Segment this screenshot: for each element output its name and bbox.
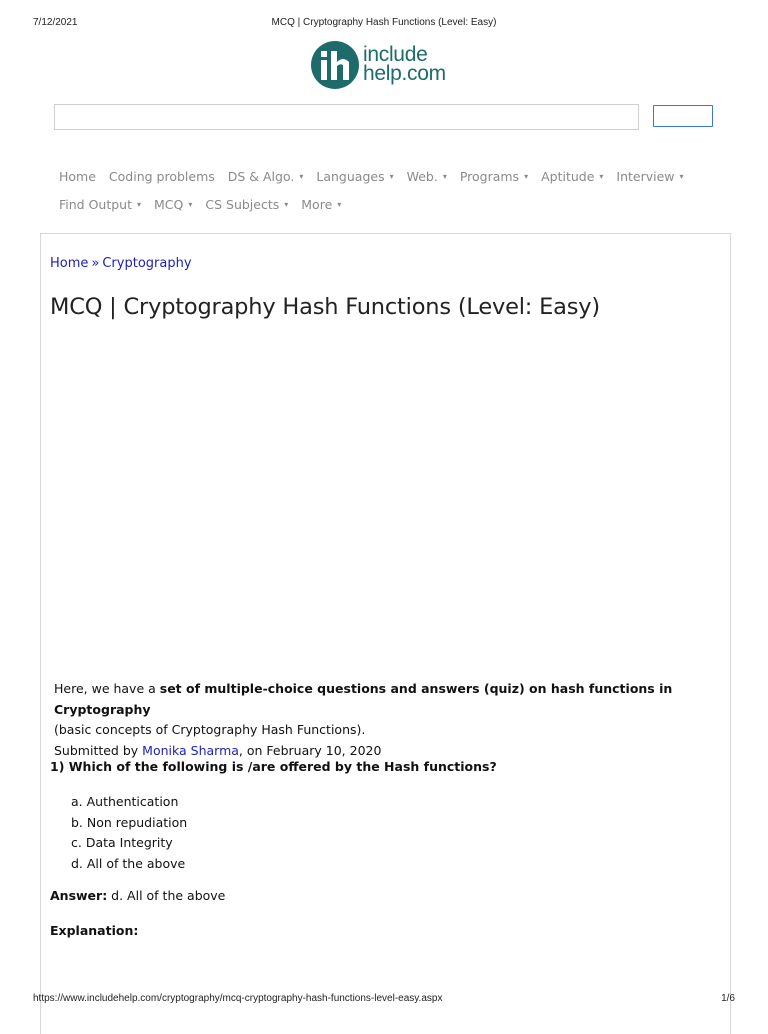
search-button[interactable]	[653, 105, 713, 127]
logo-mark-icon	[310, 40, 360, 90]
caret-down-icon: ▾	[299, 172, 304, 181]
answer-label: Answer:	[50, 888, 108, 903]
site-logo[interactable]	[310, 40, 470, 92]
nav-item-coding-problems[interactable]: Coding problems	[108, 169, 215, 184]
nav-item-aptitude[interactable]: Aptitude ▾	[541, 169, 604, 184]
article-card	[40, 233, 731, 1034]
nav-item-cs-subjects[interactable]: CS Subjects ▾	[205, 197, 289, 212]
answer-value: d. All of the above	[107, 888, 226, 903]
option-a: a. Authentication	[71, 794, 179, 809]
option-c: c. Data Integrity	[71, 835, 173, 850]
question-1-options	[71, 792, 187, 874]
caret-down-icon: ▾	[137, 200, 142, 209]
nav-item-home[interactable]: Home	[59, 169, 96, 184]
option-d: d. All of the above	[71, 855, 186, 871]
nav-item-web[interactable]: Web. ▾	[406, 169, 447, 184]
question-1-text: 1) Which of the following is /are offered by the Hash functions?	[50, 759, 497, 774]
print-date: 7/12/2021	[33, 17, 78, 28]
caret-down-icon: ▾	[284, 200, 289, 209]
breadcrumb-separator: »	[91, 256, 100, 271]
caret-down-icon: ▾	[599, 172, 604, 181]
nav-row-1	[59, 169, 693, 184]
explanation-label: Explanation:	[50, 923, 139, 938]
print-header	[0, 17, 768, 31]
nav-item-languages[interactable]: Languages ▾	[316, 169, 394, 184]
logo-text-line1: include	[363, 43, 428, 66]
author-link[interactable]: Monika Sharma	[142, 742, 239, 758]
answer-line	[50, 888, 225, 903]
caret-down-icon: ▾	[188, 200, 193, 209]
nav-item-more[interactable]: More ▾	[301, 197, 342, 212]
print-page-number: 1/6	[721, 993, 735, 1004]
breadcrumb-cryptography-link[interactable]: Cryptography	[102, 256, 192, 271]
intro-paragraph	[54, 679, 724, 761]
caret-down-icon: ▾	[337, 200, 342, 209]
breadcrumb-home-link[interactable]: Home	[50, 256, 89, 271]
print-footer	[0, 993, 768, 1007]
nav-item-mcq[interactable]: MCQ ▾	[154, 197, 193, 212]
submitted-prefix: Submitted by	[54, 742, 143, 758]
print-url: https://www.includehelp.com/cryptography/mcq-cryptography-hash-functions-level-easy.aspx	[33, 993, 443, 1004]
intro-bold: set of multiple-choice questions and answers (quiz) on hash functions in Cryptography	[54, 681, 673, 717]
option-b: b. Non repudiation	[71, 814, 188, 830]
intro-lead: Here, we have a	[54, 681, 160, 696]
caret-down-icon: ▾	[679, 172, 684, 181]
caret-down-icon: ▾	[524, 172, 529, 181]
caret-down-icon: ▾	[442, 172, 447, 181]
nav-item-ds-algo[interactable]: DS & Algo. ▾	[227, 169, 304, 184]
nav-item-find-output[interactable]: Find Output ▾	[59, 197, 142, 212]
submitted-date: , on February 10, 2020	[238, 742, 382, 758]
nav-row-2	[59, 197, 350, 212]
intro-tail: (basic concepts of Cryptography Hash Functions).	[54, 722, 366, 737]
breadcrumb	[50, 256, 192, 271]
print-title: MCQ | Cryptography Hash Functions (Level: Easy)	[271, 17, 497, 28]
page-title: MCQ | Cryptography Hash Functions (Level: Easy)	[50, 294, 600, 320]
nav-item-interview[interactable]: Interview ▾	[616, 169, 684, 184]
logo-text-line2: help.com	[363, 62, 446, 85]
caret-down-icon: ▾	[389, 172, 394, 181]
nav-item-programs[interactable]: Programs ▾	[459, 169, 529, 184]
search-input[interactable]	[54, 104, 639, 130]
